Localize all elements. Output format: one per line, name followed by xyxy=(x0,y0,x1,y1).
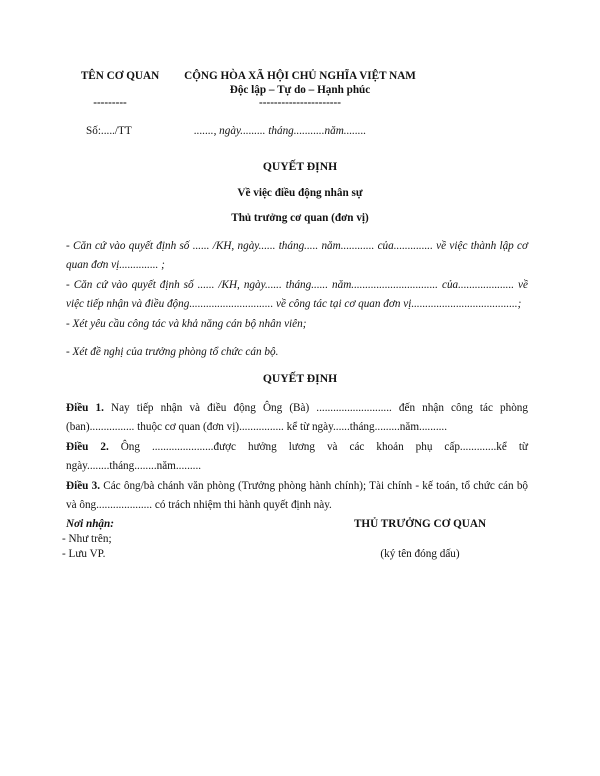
recipient-2: - Lưu VP. xyxy=(62,548,106,560)
article-2-label: Điều 2. xyxy=(66,441,109,453)
agency-name: TÊN CƠ QUAN xyxy=(80,70,160,82)
motto-divider: ---------------------- xyxy=(259,97,341,109)
article-3 xyxy=(66,477,528,515)
document-number: Số:...../TT xyxy=(86,125,132,137)
article-3-label: Điều 3. xyxy=(66,480,100,492)
decision-title: QUYẾT ĐỊNH xyxy=(262,160,338,173)
agency-divider: --------- xyxy=(93,97,127,109)
article-1-text: Nay tiếp nhận và điều động Ông (Bà) ........................... đến nhận công tác phòng (ban)................ thuộc cơ quan (đơn vị)................ kể từ ngày......tháng.........năm.......... xyxy=(66,402,528,433)
basis-1: - Căn cứ vào quyết định số ...... /KH, ngày...... tháng..... năm............ của.............. về việc thành lập cơ quan đơn vị.............. ; xyxy=(66,240,528,271)
signature-title: THỦ TRƯỞNG CƠ QUAN xyxy=(353,518,487,530)
decision-subject: Về việc điều động nhân sự xyxy=(237,187,363,199)
article-1-label: Điều 1. xyxy=(66,402,104,414)
article-2-text: Ông ......................được hưởng lương và các khoản phụ cấp.............kể từ ngày........tháng........năm......... xyxy=(66,441,528,472)
article-3-text: Các ông/bà chánh văn phòng (Trưởng phòng hành chính); Tài chính - kế toán, tổ chức cán bộ và ông.................... có trách nhiệm thi hành quyết định này. xyxy=(66,480,529,511)
issuing-authority: Thủ trưởng cơ quan (đơn vị) xyxy=(231,212,369,224)
national-motto: Độc lập – Tự do – Hạnh phúc xyxy=(229,84,371,96)
recipient-1: - Như trên; xyxy=(62,533,112,545)
basis-4: - Xét đề nghị của trưởng phòng tổ chức cán bộ. xyxy=(66,346,279,358)
basis-2: - Căn cứ vào quyết định số ...... /KH, ngày...... tháng...... năm............................... của.................... về việc tiếp nhận và điều động.............................. về công tác tại cơ quan đơn vị......................................; xyxy=(66,279,528,310)
basis-3: - Xét yêu cầu công tác và khả năng cán bộ nhân viên; xyxy=(66,318,307,330)
decision-heading: QUYẾT ĐỊNH xyxy=(262,372,338,385)
place-date: ......., ngày......... tháng...........năm........ xyxy=(194,125,367,137)
article-2 xyxy=(66,438,528,476)
recipients-label: Nơi nhận: xyxy=(66,518,114,530)
signature-note: (ký tên đóng dấu) xyxy=(380,548,460,560)
national-title: CỘNG HÒA XÃ HỘI CHỦ NGHĨA VIỆT NAM xyxy=(184,70,416,82)
article-1 xyxy=(66,399,528,437)
